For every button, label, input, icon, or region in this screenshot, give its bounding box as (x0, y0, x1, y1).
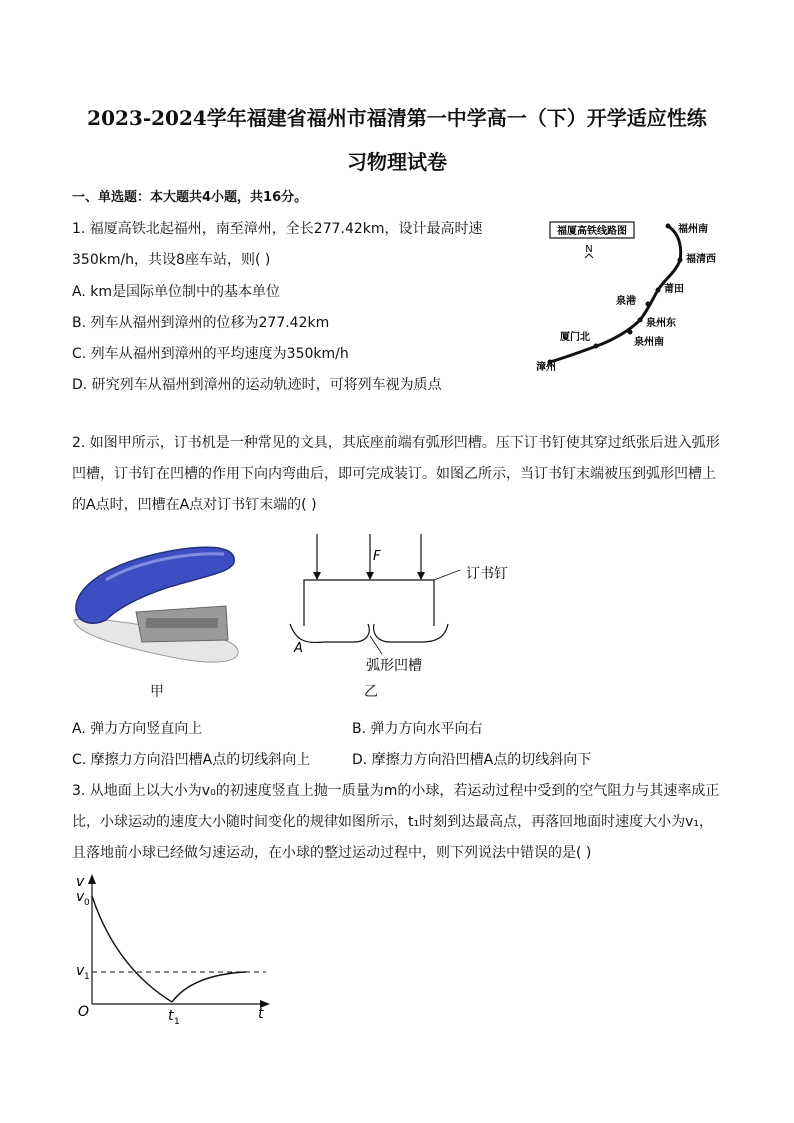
station-dot (646, 302, 651, 307)
stapler-photo (66, 540, 246, 670)
q1-stem-line1: 1. 福厦高铁北起福州，南至漳州，全长277.42km，设计最高时速 (72, 221, 483, 237)
station-label: 莆田 (664, 284, 684, 295)
station-dot (666, 224, 671, 229)
q2-option-a: A. 弹力方向竖直向上 (72, 721, 203, 737)
q3-stem: 3. 从地面上以大小为v₀的初速度竖直上抛一质量为m的小球，若运动过程中受到的空气阻力与其速率成正比，小球运动的速度大小随时间变化的规律如图所示，t₁时刻到达最高点，再落回地面时速度大小为v₁，且落地前小球已经做匀速运动，在小球的整过运动过程中，则下列说法中错误的是( ) (72, 783, 720, 861)
map-title: 福厦高铁线路图 (557, 226, 627, 237)
station-dot (638, 318, 643, 323)
upward-motion-curve (92, 896, 172, 1002)
station-dot (656, 288, 661, 293)
station-dot (628, 330, 633, 335)
q1-option-a: A. km是国际单位制中的基本单位 (72, 284, 280, 300)
v1-subscript: 1 (84, 972, 90, 982)
north-label: N (585, 244, 593, 255)
t1-label: t (168, 1008, 174, 1024)
velocity-time-graph (66, 868, 286, 1028)
downward-motion-curve (172, 972, 246, 1002)
groove-label: 弧形凹槽 (366, 658, 422, 674)
q1-option-c: C. 列车从福州到漳州的平均速度为350km/h (72, 346, 349, 362)
railway-map-figure (530, 212, 730, 374)
t1-subscript: 1 (174, 1017, 180, 1027)
t-axis-label: t (258, 1006, 264, 1022)
figure-a-caption: 甲 (150, 684, 164, 700)
staple-label: 订书钉 (466, 566, 508, 582)
v0-label: v (76, 889, 85, 905)
q2-option-c: C. 摩擦力方向沿凹槽A点的切线斜向上 (72, 752, 311, 768)
title-line-2: 习物理试卷 (347, 150, 447, 174)
station-label: 泉州东 (646, 318, 676, 329)
title-line-1: 2023-2024学年福建省福州市福清第一中学高一（下）开学适应性练 (87, 106, 707, 130)
station-dot (594, 344, 599, 349)
section-heading: 一、单选题：本大题共4小题，共16分。 (72, 190, 308, 205)
station-label: 泉港 (616, 296, 636, 307)
station-label: 福清西 (686, 254, 716, 265)
force-label: F (373, 549, 381, 564)
station-label: 漳州 (536, 362, 556, 373)
q1-option-b: B. 列车从福州到漳州的位移为277.42km (72, 315, 330, 331)
station-label: 泉州南 (634, 337, 664, 348)
station-label: 福州南 (678, 224, 708, 235)
origin-label: O (78, 1004, 90, 1020)
staple-groove-diagram (282, 530, 532, 680)
figure-b-caption: 乙 (364, 684, 378, 700)
v0-subscript: 0 (84, 898, 90, 908)
station-label: 厦门北 (560, 332, 590, 343)
q1-option-d: D. 研究列车从福州到漳州的运动轨迹时，可将列车视为质点 (72, 377, 442, 393)
station-dot (678, 258, 683, 263)
q2-stem: 2. 如图甲所示，订书机是一种常见的文具，其底座前端有弧形凹槽。压下订书钉使其穿过纸张后进入弧形凹槽，订书钉在凹槽的作用下向内弯曲后，即可完成装订。如图乙所示，当订书钉末端被压到弧形凹槽上的A点时，凹槽在A点对订书钉末端的( ) (72, 435, 720, 513)
q1-stem-line2: 350km/h，共设8座车站，则( ) (72, 252, 271, 268)
point-a-label: A (294, 641, 303, 656)
v1-label: v (76, 963, 85, 979)
q2-option-d: D. 摩擦力方向沿凹槽A点的切线斜向下 (352, 752, 592, 768)
v-axis-arrow-icon (88, 874, 96, 884)
exam-title (60, 96, 734, 184)
v-axis-label: v (76, 874, 85, 890)
q2-option-b: B. 弹力方向水平向右 (352, 721, 483, 737)
